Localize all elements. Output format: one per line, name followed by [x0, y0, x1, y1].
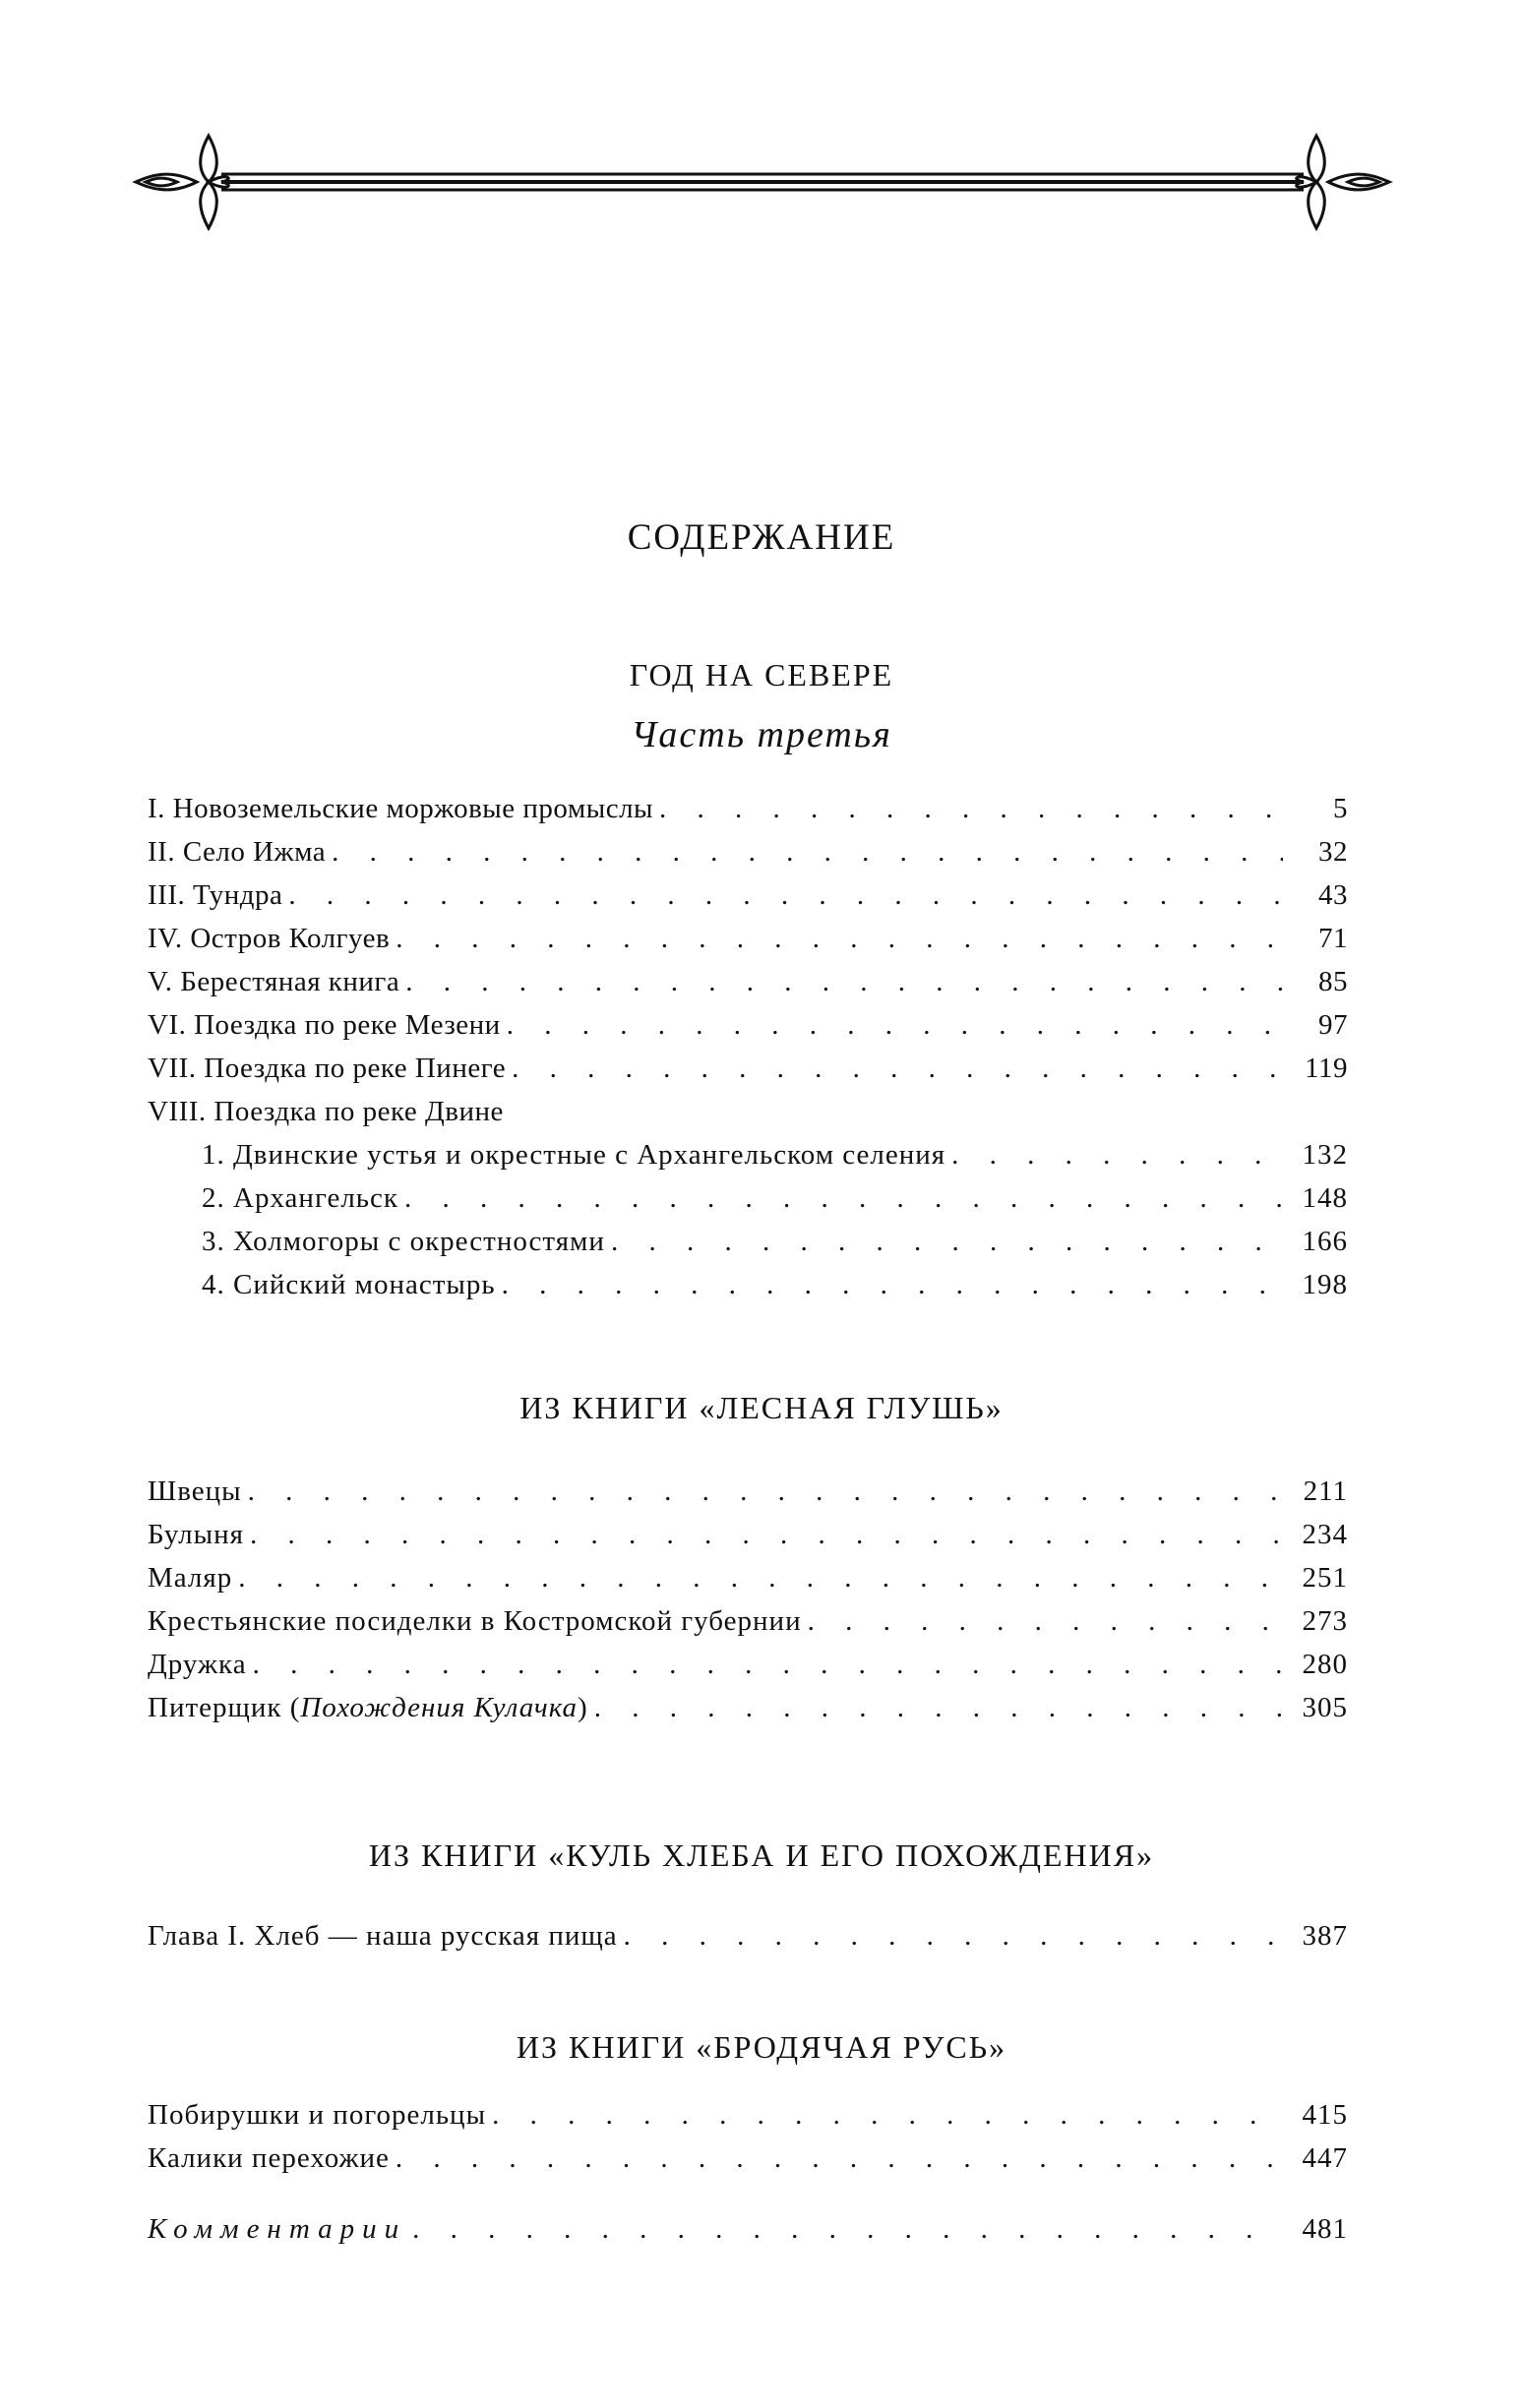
- toc-entry[interactable]: Дружка . . . 280: [148, 1649, 1348, 1692]
- decorative-ornament: [128, 128, 1397, 246]
- toc-entry[interactable]: Маляр . . . 251: [148, 1562, 1348, 1605]
- section-heading-kul-hleba: ИЗ КНИГИ «КУЛЬ ХЛЕБА И ЕГО ПОХОЖДЕНИЯ»: [368, 1837, 1155, 1873]
- toc-subentry[interactable]: 4. Сийский монастырь . . . 198: [148, 1269, 1348, 1312]
- toc-entry[interactable]: Булыня . . . 234: [148, 1519, 1348, 1562]
- toc-entry[interactable]: Швецы . . . 211: [148, 1475, 1348, 1519]
- toc-entry-commentary[interactable]: Комментарии . . . 481: [148, 2213, 1348, 2257]
- toc-entry[interactable]: Побирушки и погорельцы . . . 415: [148, 2099, 1348, 2142]
- section-heading-lesnaya-glush: ИЗ КНИГИ «ЛЕСНАЯ ГЛУШЬ»: [519, 1390, 1004, 1425]
- toc-section-comm: [148, 2213, 1348, 2257]
- toc-entry[interactable]: III. Тундра . . . 43: [148, 879, 1348, 923]
- toc-section-god: [148, 793, 1348, 1312]
- toc-subentry[interactable]: 1. Двинские устья и окрестные с Архангельском селения . . . 132: [148, 1139, 1348, 1182]
- toc-entry[interactable]: Калики перехожие . . . 447: [148, 2142, 1348, 2186]
- toc-entry[interactable]: VIII. Поездка по реке Двине: [148, 1096, 504, 1127]
- toc-entry[interactable]: V. Берестяная книга . . . 85: [148, 966, 1348, 1009]
- page-title: СОДЕРЖАНИЕ: [627, 517, 896, 558]
- toc-entry[interactable]: Питерщик (Похождения Кулачка) . . . 305: [148, 1692, 1348, 1735]
- toc-entry[interactable]: Глава I. Хлеб — наша русская пища . . . 387: [148, 1920, 1348, 1963]
- toc-entry[interactable]: Крестьянские посиделки в Костромской губернии . . . 273: [148, 1605, 1348, 1649]
- toc-section-les: [148, 1475, 1348, 1735]
- toc-subentry[interactable]: 3. Холмогоры с окрестностями . . . 166: [148, 1226, 1348, 1269]
- toc-entry[interactable]: I. Новоземельские моржовые промыслы . . . 5: [148, 793, 1348, 836]
- toc-section-brod: [148, 2099, 1348, 2186]
- toc-entry[interactable]: II. Село Ижма . . . 32: [148, 836, 1348, 879]
- part-heading: Часть третья: [631, 714, 892, 755]
- toc-entry[interactable]: IV. Остров Колгуев . . . 71: [148, 923, 1348, 966]
- toc-entry[interactable]: VI. Поездка по реке Мезени . . . 97: [148, 1009, 1348, 1053]
- toc-entry[interactable]: VII. Поездка по реке Пинеге . . . 119: [148, 1053, 1348, 1096]
- section-heading-god-na-severe: ГОД НА СЕВЕРЕ: [629, 657, 894, 692]
- toc-subentry[interactable]: 2. Архангельск . . . 148: [148, 1182, 1348, 1226]
- toc-section-kul: [148, 1920, 1348, 1963]
- section-heading-brodyachaya-rus: ИЗ КНИГИ «БРОДЯЧАЯ РУСЬ»: [516, 2029, 1007, 2065]
